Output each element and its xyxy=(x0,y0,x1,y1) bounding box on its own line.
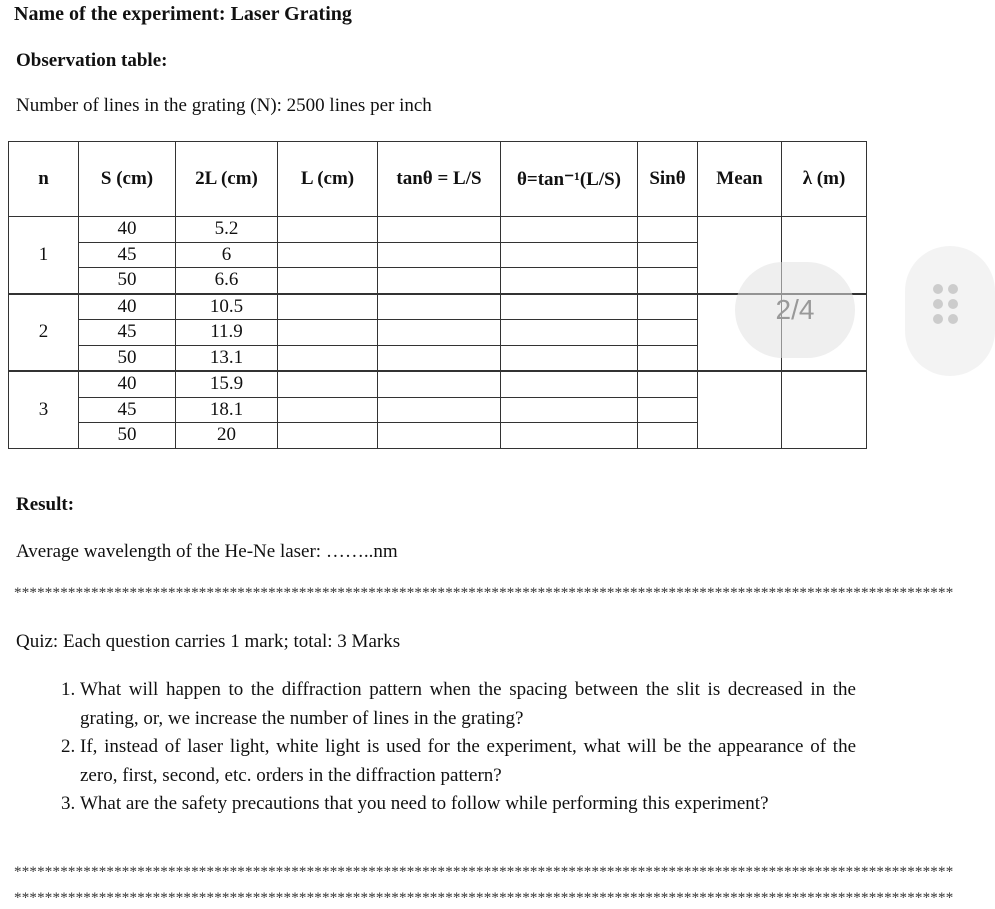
observation-heading: Observation table: xyxy=(16,50,168,71)
empty-cell xyxy=(501,345,638,371)
empty-cell xyxy=(378,294,501,320)
table-cell: 6.6 xyxy=(176,268,278,294)
page-indicator: 2/4 xyxy=(735,262,855,358)
table-cell: 10.5 xyxy=(176,294,278,320)
empty-cell xyxy=(278,371,378,397)
empty-cell xyxy=(378,268,501,294)
quiz-list xyxy=(40,676,856,819)
table-cell: 2 xyxy=(9,294,79,372)
table-cell: 6 xyxy=(176,242,278,268)
grid-dots-icon xyxy=(933,284,958,324)
separator: ************************************************************************************************************************** xyxy=(14,864,954,880)
empty-cell xyxy=(698,371,782,448)
empty-cell xyxy=(378,320,501,346)
empty-cell xyxy=(638,242,698,268)
table-cell: 1 xyxy=(9,217,79,294)
empty-cell xyxy=(378,242,501,268)
column-header: λ (m) xyxy=(782,142,867,217)
empty-cell xyxy=(782,371,867,448)
column-header: S (cm) xyxy=(79,142,176,217)
quiz-question: 3. What are the safety precautions that you need to follow while performing this experiment? xyxy=(80,790,856,819)
experiment-title: Name of the experiment: Laser Grating xyxy=(14,3,352,25)
quiz-heading: Quiz: Each question carries 1 mark; total: 3 Marks xyxy=(16,631,401,652)
quiz-question: 2. If, instead of laser light, white light is used for the experiment, what will be the appearance of the zero, first, second, etc. orders in the diffraction pattern? xyxy=(80,733,856,790)
empty-cell xyxy=(501,371,638,397)
table-cell: 3 xyxy=(9,371,79,448)
empty-cell xyxy=(378,345,501,371)
table-cell: 45 xyxy=(79,320,176,346)
empty-cell xyxy=(638,320,698,346)
column-header: n xyxy=(9,142,79,217)
empty-cell xyxy=(638,268,698,294)
table-cell: 13.1 xyxy=(176,345,278,371)
table-cell: 50 xyxy=(79,268,176,294)
quiz-question: 1. What will happen to the diffraction pattern when the spacing between the slit is decreased in the grating, or, we increase the number of lines in the grating? xyxy=(80,676,856,733)
empty-cell xyxy=(378,423,501,449)
empty-cell xyxy=(501,397,638,423)
table-cell: 40 xyxy=(79,217,176,243)
empty-cell xyxy=(278,423,378,449)
table-cell: 15.9 xyxy=(176,371,278,397)
column-header: θ=tan⁻¹(L/S) xyxy=(501,142,638,217)
empty-cell xyxy=(501,242,638,268)
table-cell: 50 xyxy=(79,345,176,371)
table-cell: 40 xyxy=(79,294,176,320)
table-cell: 40 xyxy=(79,371,176,397)
column-header: Mean xyxy=(698,142,782,217)
table-cell: 50 xyxy=(79,423,176,449)
table-cell: 5.2 xyxy=(176,217,278,243)
empty-cell xyxy=(278,320,378,346)
empty-cell xyxy=(378,371,501,397)
separator: ************************************************************************************************************************** xyxy=(14,890,954,906)
column-header: 2L (cm) xyxy=(176,142,278,217)
result-heading: Result: xyxy=(16,494,75,515)
empty-cell xyxy=(638,345,698,371)
column-header: Sinθ xyxy=(638,142,698,217)
empty-cell xyxy=(501,320,638,346)
empty-cell xyxy=(501,268,638,294)
empty-cell xyxy=(638,217,698,243)
table-row xyxy=(9,217,867,243)
column-header: L (cm) xyxy=(278,142,378,217)
table-cell: 18.1 xyxy=(176,397,278,423)
empty-cell xyxy=(378,217,501,243)
table-row xyxy=(9,371,867,397)
menu-button[interactable] xyxy=(905,246,995,376)
empty-cell xyxy=(278,217,378,243)
result-text: Average wavelength of the He-Ne laser: ……..nm xyxy=(16,541,398,562)
empty-cell xyxy=(278,268,378,294)
empty-cell xyxy=(278,294,378,320)
table-cell: 11.9 xyxy=(176,320,278,346)
empty-cell xyxy=(638,371,698,397)
table-cell: 45 xyxy=(79,242,176,268)
empty-cell xyxy=(278,397,378,423)
empty-cell xyxy=(278,242,378,268)
empty-cell xyxy=(638,294,698,320)
table-cell: 20 xyxy=(176,423,278,449)
empty-cell xyxy=(278,345,378,371)
table-cell: 45 xyxy=(79,397,176,423)
grating-lines-info: Number of lines in the grating (N): 2500 lines per inch xyxy=(16,95,432,116)
separator: ************************************************************************************************************************** xyxy=(14,585,954,601)
empty-cell xyxy=(378,397,501,423)
empty-cell xyxy=(638,397,698,423)
column-header: tanθ = L/S xyxy=(378,142,501,217)
empty-cell xyxy=(501,423,638,449)
empty-cell xyxy=(501,294,638,320)
empty-cell xyxy=(501,217,638,243)
empty-cell xyxy=(638,423,698,449)
